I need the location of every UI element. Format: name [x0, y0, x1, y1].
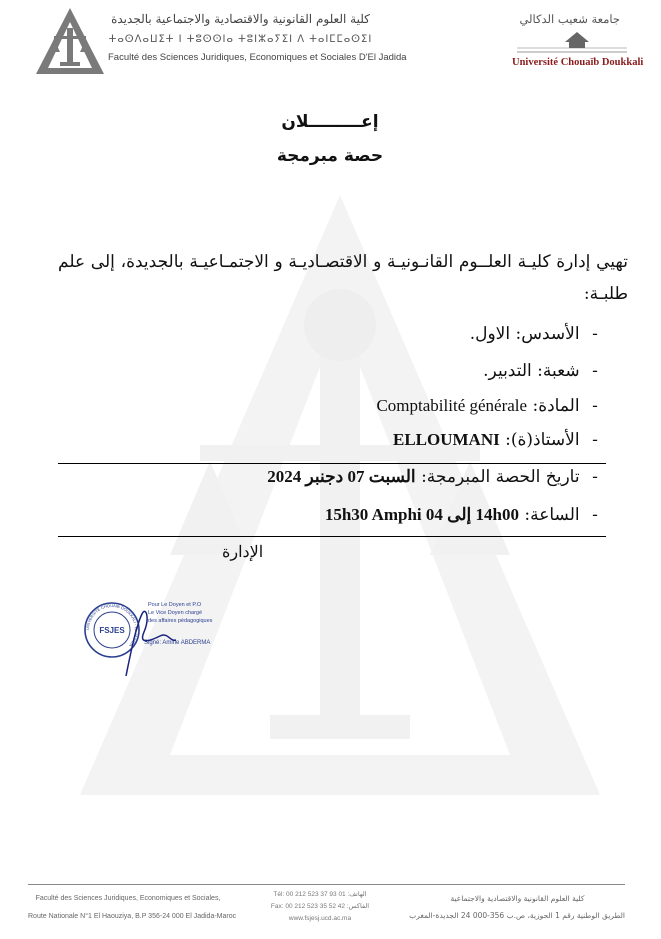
footer-divider: [28, 884, 625, 885]
announcement-title: إعـــــــــلان: [281, 112, 379, 132]
branch-value: التدبير.: [483, 361, 532, 381]
footer-road-arabic: الطريق الوطنية رقم 1 الحوزية، ص.ب 356-000 24 الجديدة-المغرب: [409, 911, 625, 920]
professor-line: [393, 430, 605, 450]
faculty-logo: [34, 6, 106, 76]
session-time-value: 14h00 إلى 15h30 Amphi 04: [324, 505, 519, 524]
footer-website: www.fsjesj.ucd.ac.ma: [288, 915, 352, 922]
semester-line: [470, 324, 605, 344]
bullet-dash: -: [592, 467, 598, 487]
faculty-name-tifinagh: ⵜⴰⵙⴷⴰⵡⵉⵜ ⵏ ⵜⵓⵙⵙⵏⴰ ⵜⵓⵏⵣⴰⵢⵉⵏ ⴷ ⵜⴰⵏⵎⵎⴰⵙⵉⵏ: [108, 34, 373, 45]
professor-value: ELLOUMANI: [393, 430, 500, 449]
session-date-line: [267, 467, 605, 487]
university-name-arabic: جامعة شعيب الدكالي: [519, 12, 620, 26]
session-time-label: الساعة:: [524, 505, 580, 525]
professor-label: الأستاذ(ة):: [505, 430, 580, 450]
semester-value: الاول.: [469, 324, 511, 344]
branch-label: شعبة:: [537, 361, 580, 381]
footer-faculty-french: Faculté des Sciences Juridiques, Economiques et Sociales,: [35, 895, 221, 902]
university-logo-mark: [517, 28, 627, 56]
stamp-line-3: des affaires pédagogiques: [148, 618, 213, 624]
footer-road-french: Route Nationale N°1 El Haouziya, B.P 356-24 000 El Jadida-Maroc: [28, 913, 237, 920]
branch-line: [483, 361, 605, 381]
separator-line: [58, 463, 606, 464]
footer-contact: [265, 889, 375, 925]
subject-label: المادة:: [532, 396, 580, 416]
university-name-french: Université Chouaïb Doukkali: [512, 57, 644, 68]
subject-value: Comptabilité générale: [376, 396, 528, 415]
footer-fax: Fax: 00 212 523 35 52 42 :الفاكس: [270, 903, 370, 910]
footer-address-french: [28, 890, 237, 926]
stamp-name: FSJES: [99, 626, 125, 635]
faculty-name-arabic: كلية العلوم القانونية والاقتصادية والاجتماعية بالجديدة: [111, 12, 370, 26]
bullet-dash: -: [592, 361, 598, 381]
stamp-ring-text: UNIVERSITÉ CHOUAIB DOUKKALI - EL JADIDA: [84, 602, 140, 648]
footer-address-arabic: [410, 890, 625, 924]
semester-label: الأسدس:: [515, 324, 580, 344]
session-date-value: السبت 07 دجنبر 2024: [267, 467, 416, 486]
official-stamp: [80, 596, 240, 680]
faculty-name-french: Faculté des Sciences Juridiques, Economiques et Sociales D'El Jadida: [108, 52, 407, 63]
administration-signature: الإدارة: [222, 542, 264, 561]
stamp-line-4: Signé: Amine ABDERMA: [144, 640, 211, 646]
session-time-line: [325, 505, 605, 525]
separator-line: [58, 536, 606, 537]
stamp-line-2: Le Vice Doyen chargé: [148, 610, 203, 616]
subject-line: [376, 396, 605, 416]
session-date-label: تاريخ الحصة المبرمجة:: [421, 467, 580, 487]
footer-faculty-arabic: كلية العلوم القانونية والاقتصادية والاجتماعية: [450, 894, 585, 903]
announcement-subtitle: حصة مبرمجة: [276, 146, 384, 166]
footer-phone: Tél: 00 212 523 37 93 01 :الهاتف: [273, 891, 367, 898]
bullet-dash: -: [592, 505, 598, 525]
stamp-line-1: Pour Le Doyen et P.O: [148, 602, 202, 608]
bullet-dash: -: [592, 324, 598, 344]
bullet-dash: -: [592, 396, 598, 416]
bullet-dash: -: [592, 430, 598, 450]
announcement-intro: تهيي إدارة كليـة العلــوم القانـونيـة و الاقتصـاديـة و الاجتمـاعيـة بالجديدة، إلى علم طلبـة:: [58, 252, 628, 304]
